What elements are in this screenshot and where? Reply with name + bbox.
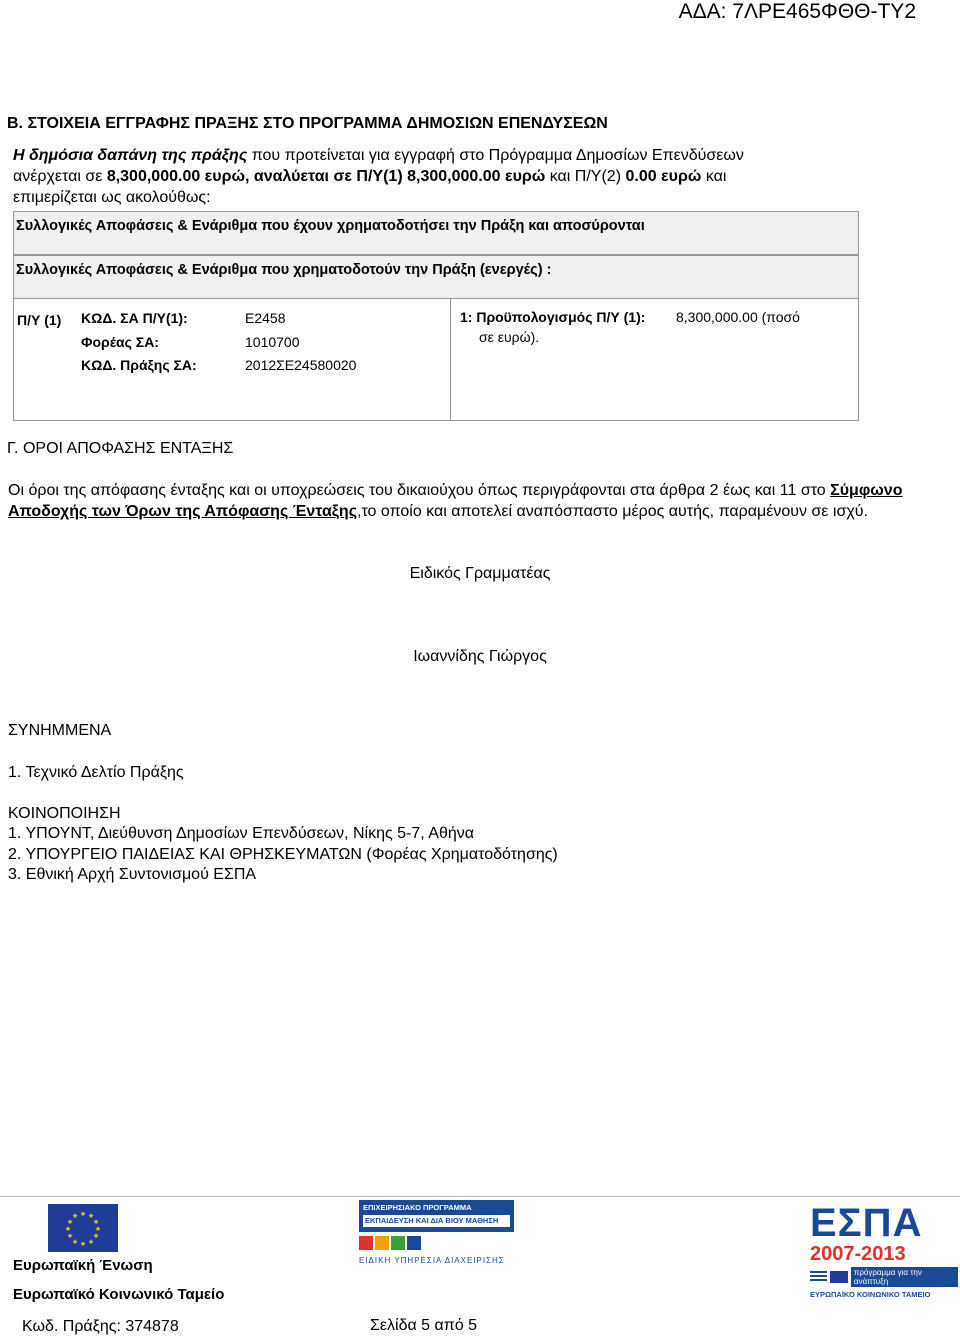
paragraph-text: και Π/Υ(2) <box>545 168 626 185</box>
logo-squares <box>359 1236 514 1250</box>
project-code: Κωδ. Πράξης: 374878 <box>22 1318 179 1335</box>
signature-name: Ιωαννίδης Γιώργος <box>413 648 547 665</box>
logo-line: ΕΙΔΙΚΗ ΥΠΗΡΕΣΙΑ ΔΙΑΧΕΙΡΙΣΗΣ <box>359 1256 505 1265</box>
withdrawn-decisions-box: Συλλογικές Αποφάσεις & Ενάριθμα που έχουν χρηματοδοτήσει την Πράξη και αποσύρονται <box>13 211 859 255</box>
svg-text:★: ★ <box>71 1212 79 1220</box>
svg-text:★: ★ <box>71 1238 79 1246</box>
svg-text:★: ★ <box>79 1240 87 1248</box>
kod-praxis-label: ΚΩΔ. Πράξης ΣΑ: <box>81 357 197 373</box>
svg-text:★: ★ <box>87 1238 95 1246</box>
svg-text:★: ★ <box>94 1225 102 1233</box>
amount-text: 8,300,000.00 ευρώ, αναλύεται σε Π/Υ(1) 8,300,000.00 ευρώ <box>106 168 546 185</box>
budget-label: 1: Προϋπολογισμός Π/Υ (1): <box>460 309 646 325</box>
espa-slogan: πρόγραμμα για την ανάπτυξη <box>851 1267 958 1287</box>
kod-sa-value: Ε2458 <box>245 310 286 326</box>
svg-text:★: ★ <box>79 1210 87 1218</box>
paragraph-text: ,το οποίο και αποτελεί αναπόσπαστο μέρος αυτής, παραμένουν σε ισχύ. <box>357 503 868 520</box>
notification-item: 2. ΥΠΟΥΡΓΕΙΟ ΠΑΙΔΕΙΑΣ ΚΑΙ ΘΡΗΣΚΕΥΜΑΤΩΝ (Φορέας Χρηματοδότησης) <box>8 846 558 863</box>
amount-text: 0.00 ευρώ <box>625 168 702 185</box>
espa-title: ΕΣΠΑ <box>810 1201 923 1245</box>
section-g-title: Γ. ΟΡΟΙ ΑΠΟΦΑΣΗΣ ΕΝΤΑΞΗΣ <box>7 440 234 457</box>
paragraph-text: που προτείνεται για εγγραφή στο Πρόγραμμα Δημοσίων Επενδύσεων ανέρχεται σε <box>13 147 744 185</box>
py-label: Π/Υ (1) <box>17 312 62 328</box>
funding-table <box>13 299 859 421</box>
logo-line: ΕΚΠΑΙΔΕΥΣΗ ΚΑΙ ΔΙΑ ΒΙΟΥ ΜΑΘΗΣΗ <box>363 1215 510 1227</box>
ada-code: ΑΔΑ: 7ΛΡΕ465ΦΘΘ-ΤΥ2 <box>678 0 916 23</box>
kod-sa-label: ΚΩΔ. ΣΑ Π/Υ(1): <box>81 310 188 326</box>
espa-bottom-text: ΕΥΡΩΠΑΪΚΟ ΚΟΙΝΩΝΙΚΟ ΤΑΜΕΙΟ <box>810 1290 931 1299</box>
budget-paragraph <box>13 145 813 208</box>
terms-paragraph <box>8 480 948 522</box>
section-b-title: Β. ΣΤΟΙΧΕΙΑ ΕΓΓΡΑΦΗΣ ΠΡΑΞΗΣ ΣΤΟ ΠΡΟΓΡΑΜΜΑ ΔΗΜΟΣΙΩΝ ΕΠΕΝΔΥΣΕΩΝ <box>7 115 608 132</box>
svg-text:★: ★ <box>64 1225 72 1233</box>
page-number: Σελίδα 5 από 5 <box>370 1317 478 1334</box>
espa-logo <box>810 1201 958 1299</box>
greek-flag-icon <box>810 1271 827 1283</box>
program-logo <box>359 1200 514 1284</box>
svg-text:★: ★ <box>66 1232 74 1240</box>
svg-text:★: ★ <box>87 1212 95 1220</box>
espa-years: 2007-2013 <box>810 1243 906 1265</box>
svg-text:★: ★ <box>66 1218 74 1226</box>
paragraph-text: Οι όροι της απόφασης ένταξης και οι υποχρεώσεις του δικαιούχου όπως περιγράφονται στα άρθρα 2 έως και 11 στο <box>8 482 831 499</box>
foreas-value: 1010700 <box>245 334 300 350</box>
budget-value: 8,300,000.00 (ποσό <box>676 309 800 325</box>
paragraph-text: και επιμερίζεται ως ακολούθως: <box>13 168 727 206</box>
attachment-item: 1. Τεχνικό Δελτίο Πράξης <box>8 764 184 781</box>
attachments-title: ΣΥΝΗΜΜΕΝΑ <box>8 722 112 739</box>
kod-praxis-value: 2012ΣΕ24580020 <box>245 357 357 373</box>
esf-label: Ευρωπαϊκό Κοινωνικό Ταμείο <box>13 1286 225 1303</box>
notification-item: 1. ΥΠΟΥΝΤ, Διεύθυνση Δημοσίων Επενδύσεων, Νίκης 5-7, Αθήνα <box>8 825 474 842</box>
active-decisions-box: Συλλογικές Αποφάσεις & Ενάριθμα που χρηματοδοτούν την Πράξη (ενεργές) : <box>13 255 859 299</box>
eu-label: Ευρωπαϊκή Ένωση <box>13 1257 153 1274</box>
notification-title: ΚΟΙΝΟΠΟΙΗΣΗ <box>8 805 121 822</box>
agreement-name: Σύμφωνο Αποδοχής των Όρων της Απόφασης Ένταξης <box>8 482 903 520</box>
eu-flag-small-icon <box>830 1271 847 1283</box>
eu-flag-icon <box>48 1204 118 1252</box>
footer-divider <box>0 1196 960 1197</box>
svg-text:★: ★ <box>92 1232 100 1240</box>
public-expense-phrase: Η δημόσια δαπάνη της πράξης <box>13 147 248 164</box>
foreas-label: Φορέας ΣΑ: <box>81 334 159 350</box>
notification-item: 3. Εθνική Αρχή Συντονισμού ΕΣΠΑ <box>8 866 257 883</box>
signature-role: Ειδικός Γραμματέας <box>409 565 551 582</box>
svg-text:★: ★ <box>92 1218 100 1226</box>
table-divider <box>450 299 451 420</box>
logo-line: ΕΠΙΧΕΙΡΗΣΙΑΚΟ ΠΡΟΓΡΑΜΜΑ <box>363 1203 472 1212</box>
budget-value-cont: σε ευρώ). <box>479 329 540 345</box>
